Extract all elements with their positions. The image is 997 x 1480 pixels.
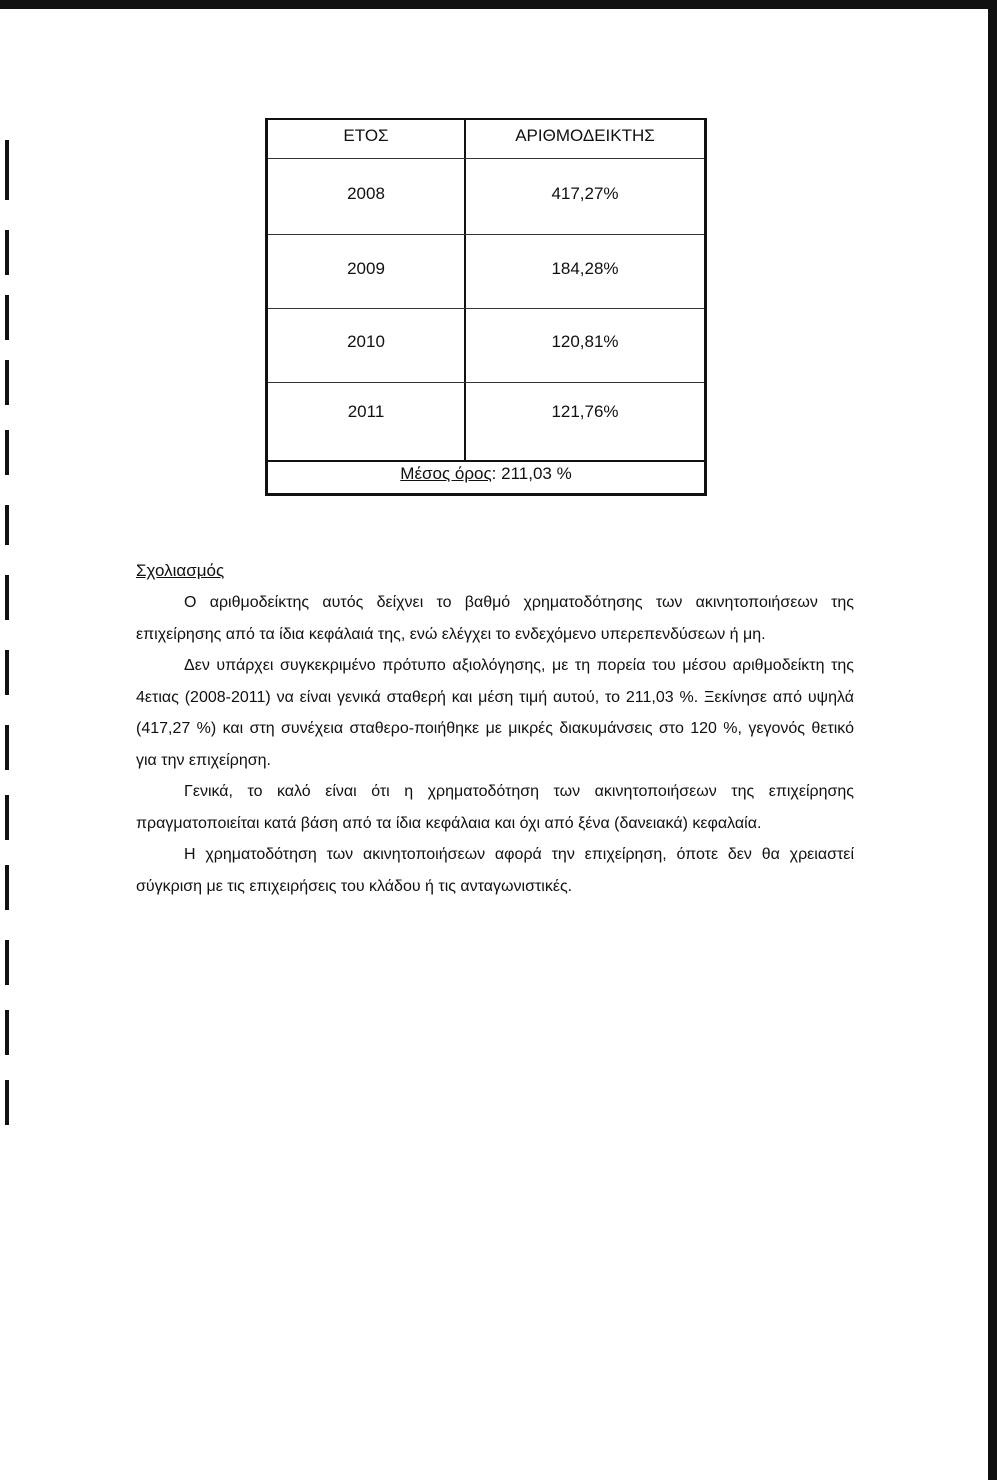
page-edge-left-13	[5, 1010, 9, 1055]
row-separator	[268, 234, 704, 235]
row-year: 2008	[347, 184, 385, 203]
row-value: 417,27%	[551, 184, 619, 203]
average-label: Μέσος όρος	[400, 464, 492, 483]
page-edge-left-8	[5, 650, 9, 695]
header-value: ΑΡΙΘΜΟΔΕΙΚΤΗΣ	[515, 126, 655, 145]
header-year: ΕΤΟΣ	[343, 126, 389, 145]
commentary-paragraph: Ο αριθμοδείκτης αυτός δείχνει το βαθμό χρηματοδότησης των ακινητοποιήσεων της επιχείρησης από τα ίδια κεφάλαιά της, ενώ ελέγχει το ενδεχόμενο υπερεπενδύσεων ή μη.	[136, 594, 854, 643]
commentary-paragraph: Η χρηματοδότηση των ακινητοποιήσεων αφορά την επιχείρηση, όποτε δεν θα χρειαστεί σύγκριση με τις επιχειρήσεις του κλάδου ή τις ανταγωνιστικές.	[136, 846, 854, 895]
page-edge-left-12	[5, 940, 9, 985]
page-edge-left-4	[5, 360, 9, 405]
row-separator	[268, 382, 704, 383]
row-separator	[268, 308, 704, 309]
row-value: 184,28%	[551, 259, 619, 278]
average-value: : 211,03 %	[491, 464, 572, 483]
page-edge-left-2	[5, 230, 9, 275]
average-footer	[268, 462, 704, 486]
page-edge-left-6	[5, 505, 9, 545]
page-edge-left-14	[5, 1080, 9, 1125]
page-edge-left-9	[5, 725, 9, 770]
commentary-paragraph: Δεν υπάρχει συγκεκριμένο πρότυπο αξιολόγησης, με τη πορεία του μέσου αριθμοδείκτη της 4ετιας (2008-2011) να είναι γενικά σταθερή και μέση τιμή αυτού, το 211,03 %. Ξεκίνησε από υψηλά (417,27 %) και στη συνέχεια σταθερο-ποιήθηκε με μικρές διακυμάνσεις στο 120 %, γεγονός θετικό για την επιχείρηση.	[136, 657, 854, 769]
row-year: 2009	[347, 259, 385, 278]
page-edge-top	[0, 0, 997, 9]
ratio-table	[265, 118, 707, 496]
page-edge-left-3	[5, 295, 9, 340]
commentary-heading: Σχολιασμός	[136, 561, 225, 580]
page-edge-left-5	[5, 430, 9, 475]
commentary-paragraph: Γενικά, το καλό είναι ότι η χρηματοδότηση των ακινητοποιήσεων της επιχείρησης πραγματοποιείται κατά βάση από τα ίδια κεφάλαια και όχι από ξένα (δανειακά) κεφαλαία.	[136, 783, 854, 832]
page-edge-left-1	[5, 140, 9, 200]
row-separator	[268, 158, 704, 159]
row-value: 120,81%	[551, 332, 619, 351]
row-year: 2011	[347, 402, 385, 421]
page-edge-left-7	[5, 575, 9, 620]
page-edge-left-11	[5, 865, 9, 910]
commentary-section	[136, 557, 854, 902]
row-year: 2010	[347, 332, 385, 351]
page-edge-left-10	[5, 795, 9, 840]
row-value: 121,76%	[551, 402, 619, 421]
page-edge-right	[988, 0, 997, 1480]
